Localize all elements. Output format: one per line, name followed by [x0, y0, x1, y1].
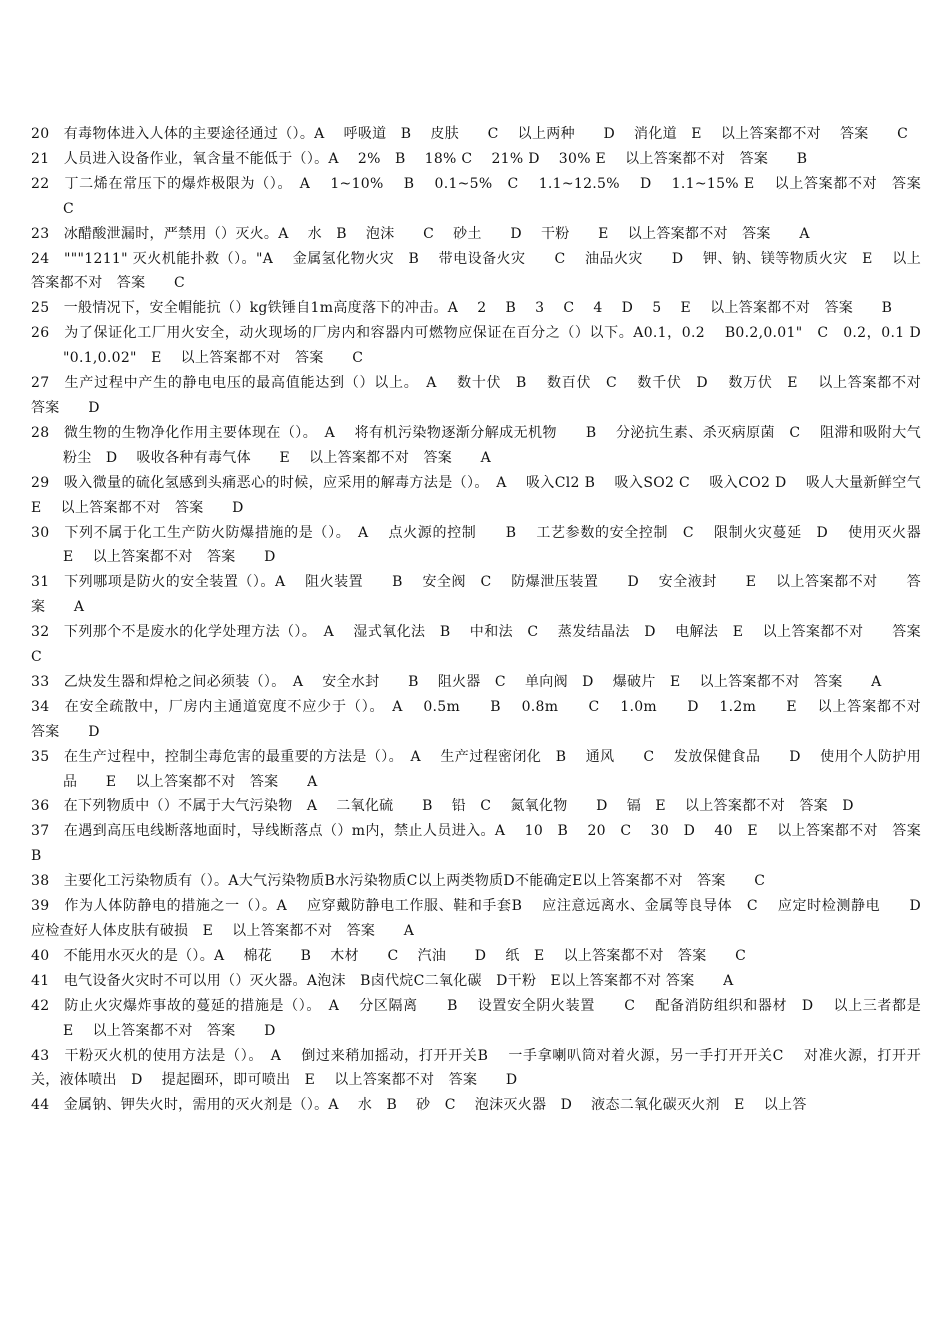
question-item: 26 为了保证化工厂用火安全，动火现场的厂房内和容器内可燃物应保证在百分之（）以下。A0.1，0.2 B0.2,0.01" C 0.2，0.1 D "0.1,0.02" E 以上答案都不对 答案 C	[31, 325, 936, 367]
question-list	[31, 122, 950, 1118]
question-item: 31 下列哪项是防火的安全装置（）。A 阻火装置 B 安全阀 C 防爆泄压装置 D 安全液封 E 以上答案都不对 答案 A	[31, 574, 921, 616]
question-item: 28 微生物的生物净化作用主要体现在（）。 A 将有机污染物逐渐分解成无机物 B 分泌抗生素、杀灭病原菌 C 阻滞和吸附大气粉尘 D 吸收各种有毒气体 E 以上答案都不对 答案 A	[31, 424, 921, 466]
question-item: 25 一般情况下，安全帽能抗（）kg铁锤自1m高度落下的冲击。A 2 B 3 C 4 D 5 E 以上答案都不对 答案 B	[31, 300, 893, 317]
question-item: 33 乙炔发生器和焊枪之间必须装（）。 A 安全水封 B 阻火器 C 单向阀 D 爆破片 E 以上答案都不对 答案 A	[31, 673, 882, 690]
question-item: 22 丁二烯在常压下的爆炸极限为（）。 A 1~10% B 0.1~5% C 1.1~12.5% D 1.1~15% E 以上答案都不对 答案 C	[31, 175, 950, 217]
question-item: 40 不能用水灭火的是（）。A 棉花 B 木材 C 汽油 D 纸 E 以上答案都不对 答案 C	[31, 947, 747, 964]
question-item: 29 吸入微量的硫化氢感到头痛恶心的时候，应采用的解毒方法是（）。 A 吸入Cl2 B 吸入SO2 C 吸入CO2 D 吸人大量新鲜空气 E 以上答案都不对 答案 D	[31, 474, 936, 516]
question-item: 27 生产过程中产生的静电电压的最高值能达到（）以上。 A 数十伏 B 数百伏 C 数千伏 D 数万伏 E 以上答案都不对 答案 D	[31, 375, 950, 416]
question-item: 39 作为人体防静电的措施之一（）。A 应穿戴防静电工作服、鞋和手套B 应注意远离水、金属等良导体 C 应定时检测静电 D 应检查好人体皮肤有破损 E 以上答案都不对 答案 A	[31, 898, 941, 939]
question-item: 32 下列那个不是废水的化学处理方法（）。 A 湿式氧化法 B 中和法 C 蒸发结晶法 D 电解法 E 以上答案都不对 答案 C	[31, 624, 950, 666]
question-item: 42 防止火灾爆炸事故的蔓延的措施是（）。 A 分区隔离 B 设置安全阴火装置 C 配备消防组织和器材 D 以上三者都是 E 以上答案都不对 答案 D	[31, 997, 950, 1039]
question-item: 36 在下列物质中（）不属于大气污染物 A 二氧化硫 B 铅 C 氮氧化物 D 镉 E 以上答案都不对 答案 D	[31, 798, 854, 815]
question-item: 44 金属钠、钾失火时，需用的灭火剂是（）。A 水 B 砂 C 泡沫灭火器 D 液态二氧化碳灭火剂 E 以上答	[31, 1097, 807, 1114]
question-item: 37 在遇到高压电线断落地面时，导线断落点（）m内，禁止人员进入。A 10 B 20 C 30 D 40 E 以上答案都不对 答案 B	[31, 823, 950, 865]
question-item: 30 下列不属于化工生产防火防爆措施的是（）。 A 点火源的控制 B 工艺参数的安全控制 C 限制火灾蔓延 D 使用灭火器 E 以上答案都不对 答案 D	[31, 524, 936, 566]
question-item: 41 电气设备火灾时不可以用（）灭火器。A泡沫 B卤代烷C二氧化碳 D干粉 E以上答案都不对 答案 A	[31, 972, 734, 989]
question-item: 21 人员进入设备作业，氧含量不能低于（）。A 2% B 18% C 21% D 30% E 以上答案都不对 答案 B	[31, 150, 808, 167]
question-item: 24 """1211" 灭火机能扑救（）。"A 金属氢化物火灾 B 带电设备火灾 C 油品火灾 D 钾、钠、镁等物质火灾 E 以上答案都不对 答案 C	[31, 250, 921, 292]
question-item: 34 在安全疏散中，厂房内主通道宽度不应少于（）。 A 0.5m B 0.8m C 1.0m D 1.2m E 以上答案都不对 答案 D	[31, 698, 950, 740]
question-item: 35 在生产过程中，控制尘毒危害的最重要的方法是（）。 A 生产过程密闭化 B 通风 C 发放保健食品 D 使用个人防护用品 E 以上答案都不对 答案 A	[31, 748, 921, 790]
question-item: 43 干粉灭火机的使用方法是（）。 A 倒过来稍加摇动，打开开关B 一手拿喇叭筒对着火源，另一手打开开关C 对准火源，打开开关，液体喷出 D 提起圈环，即可喷出 E 以上答案都不对 答案 D	[31, 1047, 921, 1089]
question-item: 23 冰醋酸泄漏时，严禁用（）灭火。A 水 B 泡沫 C 砂土 D 干粉 E 以上答案都不对 答案 A	[31, 225, 810, 242]
question-item: 38 主要化工污染物质有（）。A大气污染物质B水污染物质C以上两类物质D不能确定E以上答案都不对 答案 C	[31, 873, 766, 890]
question-item: 20 有毒物体进入人体的主要途径通过（）。A 呼吸道 B 皮肤 C 以上两种 D 消化道 E 以上答案都不对 答案 C	[31, 126, 909, 142]
